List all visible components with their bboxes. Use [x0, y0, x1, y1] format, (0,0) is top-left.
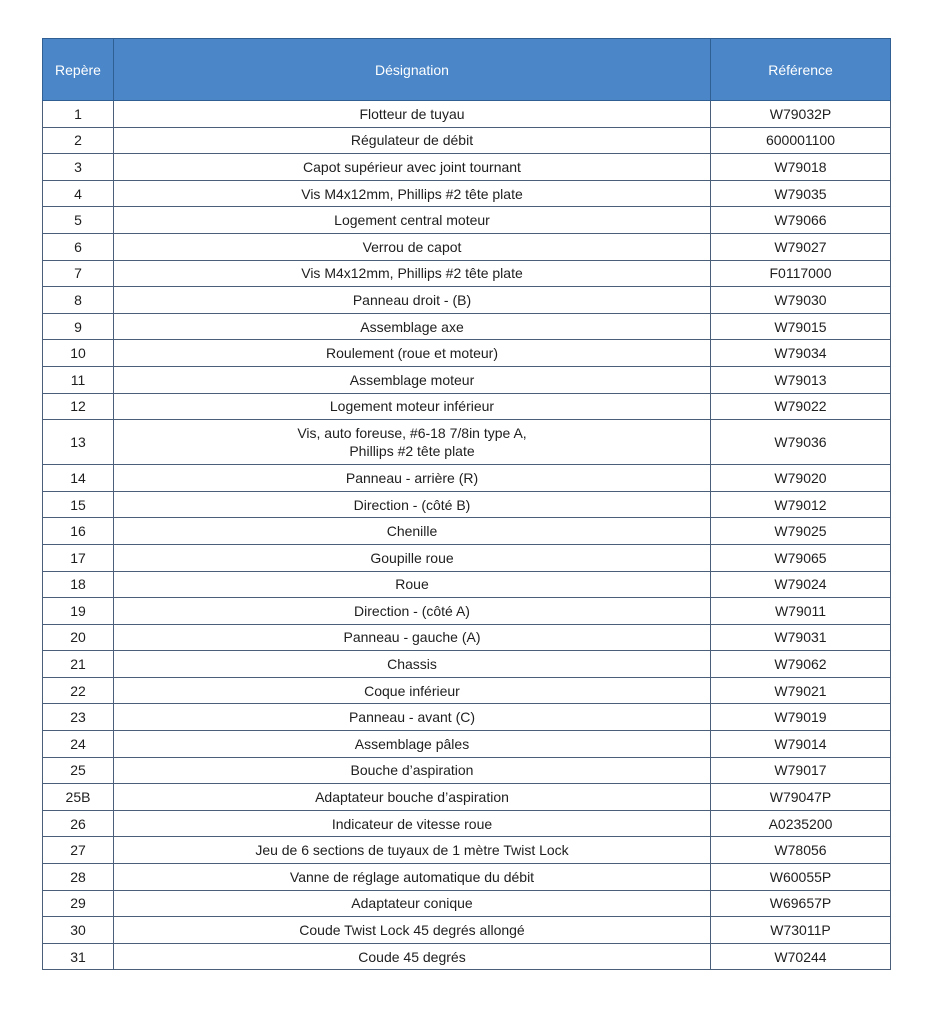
cell-repere: 28	[43, 864, 114, 891]
table-row	[43, 287, 891, 314]
cell-repere: 5	[43, 207, 114, 234]
cell-repere: 20	[43, 624, 114, 651]
cell-reference: W79014	[711, 731, 891, 758]
table-row	[43, 624, 891, 651]
table-row	[43, 420, 891, 465]
cell-designation: Adaptateur conique	[114, 890, 711, 917]
cell-reference: W79047P	[711, 784, 891, 811]
column-header-repere: Repère	[43, 39, 114, 101]
table-row	[43, 598, 891, 625]
cell-designation: Assemblage moteur	[114, 366, 711, 393]
cell-designation: Roue	[114, 571, 711, 598]
cell-reference: W70244	[711, 943, 891, 970]
cell-designation: Panneau - gauche (A)	[114, 624, 711, 651]
cell-reference: W79025	[711, 518, 891, 545]
table-row	[43, 837, 891, 864]
table-row	[43, 313, 891, 340]
cell-designation: Vanne de réglage automatique du débit	[114, 864, 711, 891]
table-body	[43, 101, 891, 970]
table-row	[43, 890, 891, 917]
cell-reference: W79017	[711, 757, 891, 784]
cell-repere: 14	[43, 465, 114, 492]
table-row	[43, 571, 891, 598]
cell-designation: Régulateur de débit	[114, 127, 711, 154]
cell-repere: 25	[43, 757, 114, 784]
cell-repere: 17	[43, 544, 114, 571]
cell-repere: 7	[43, 260, 114, 287]
cell-repere: 8	[43, 287, 114, 314]
header-row	[43, 39, 891, 101]
cell-reference: W60055P	[711, 864, 891, 891]
cell-reference: W79032P	[711, 101, 891, 128]
designation-line-1: Vis, auto foreuse, #6-18 7/8in type A,	[297, 425, 527, 442]
cell-repere: 16	[43, 518, 114, 545]
cell-reference: 600001100	[711, 127, 891, 154]
table-row	[43, 101, 891, 128]
cell-repere: 31	[43, 943, 114, 970]
cell-reference: W79024	[711, 571, 891, 598]
cell-designation: Direction - (côté A)	[114, 598, 711, 625]
cell-repere: 10	[43, 340, 114, 367]
parts-table	[42, 38, 891, 970]
table-row	[43, 731, 891, 758]
table-row	[43, 864, 891, 891]
cell-designation: Logement central moteur	[114, 207, 711, 234]
cell-reference: W79062	[711, 651, 891, 678]
cell-reference: W79011	[711, 598, 891, 625]
table-row	[43, 544, 891, 571]
cell-designation: Panneau - avant (C)	[114, 704, 711, 731]
table-row	[43, 943, 891, 970]
cell-designation: Chassis	[114, 651, 711, 678]
cell-reference: W79066	[711, 207, 891, 234]
cell-reference: W78056	[711, 837, 891, 864]
table-row	[43, 491, 891, 518]
cell-reference: W79031	[711, 624, 891, 651]
cell-designation	[114, 420, 711, 465]
table-row	[43, 207, 891, 234]
cell-repere: 11	[43, 366, 114, 393]
cell-designation: Assemblage pâles	[114, 731, 711, 758]
cell-repere: 3	[43, 154, 114, 181]
cell-reference: W79018	[711, 154, 891, 181]
cell-reference: W79022	[711, 393, 891, 420]
table-row	[43, 260, 891, 287]
cell-reference: W79019	[711, 704, 891, 731]
cell-designation: Assemblage axe	[114, 313, 711, 340]
cell-designation: Coque inférieur	[114, 677, 711, 704]
cell-repere: 4	[43, 180, 114, 207]
table-row	[43, 340, 891, 367]
cell-designation: Vis M4x12mm, Phillips #2 tête plate	[114, 180, 711, 207]
cell-designation: Logement moteur inférieur	[114, 393, 711, 420]
cell-designation: Direction - (côté B)	[114, 491, 711, 518]
cell-repere: 15	[43, 491, 114, 518]
table-row	[43, 127, 891, 154]
cell-designation: Roulement (roue et moteur)	[114, 340, 711, 367]
table-row	[43, 180, 891, 207]
column-header-reference: Référence	[711, 39, 891, 101]
cell-reference: W79065	[711, 544, 891, 571]
designation-line-2: Phillips #2 tête plate	[349, 443, 475, 460]
cell-reference: W79027	[711, 233, 891, 260]
table-row	[43, 704, 891, 731]
cell-repere: 24	[43, 731, 114, 758]
column-header-designation: Désignation	[114, 39, 711, 101]
cell-repere: 12	[43, 393, 114, 420]
table-row	[43, 393, 891, 420]
table-row	[43, 784, 891, 811]
table-row	[43, 677, 891, 704]
cell-repere: 29	[43, 890, 114, 917]
cell-reference: W79036	[711, 420, 891, 465]
cell-reference: W79015	[711, 313, 891, 340]
table-row	[43, 154, 891, 181]
cell-repere: 9	[43, 313, 114, 340]
cell-reference: W69657P	[711, 890, 891, 917]
cell-repere: 25B	[43, 784, 114, 811]
cell-reference: W79035	[711, 180, 891, 207]
cell-reference: F0117000	[711, 260, 891, 287]
cell-repere: 1	[43, 101, 114, 128]
table-row	[43, 917, 891, 944]
cell-designation: Panneau - arrière (R)	[114, 465, 711, 492]
cell-designation: Panneau droit - (B)	[114, 287, 711, 314]
cell-designation: Bouche d’aspiration	[114, 757, 711, 784]
cell-reference: A0235200	[711, 810, 891, 837]
table-row	[43, 233, 891, 260]
cell-reference: W79034	[711, 340, 891, 367]
table-row	[43, 366, 891, 393]
table-header	[43, 39, 891, 101]
parts-list-page	[42, 38, 890, 970]
cell-designation: Goupille roue	[114, 544, 711, 571]
cell-repere: 27	[43, 837, 114, 864]
cell-designation: Coude 45 degrés	[114, 943, 711, 970]
table-row	[43, 810, 891, 837]
cell-designation: Verrou de capot	[114, 233, 711, 260]
table-row	[43, 651, 891, 678]
cell-reference: W79030	[711, 287, 891, 314]
cell-designation: Indicateur de vitesse roue	[114, 810, 711, 837]
table-row	[43, 518, 891, 545]
cell-designation: Coude Twist Lock 45 degrés allongé	[114, 917, 711, 944]
cell-repere: 13	[43, 420, 114, 465]
cell-repere: 21	[43, 651, 114, 678]
cell-reference: W73011P	[711, 917, 891, 944]
cell-reference: W79012	[711, 491, 891, 518]
cell-designation: Jeu de 6 sections de tuyaux de 1 mètre Twist Lock	[114, 837, 711, 864]
cell-designation: Capot supérieur avec joint tournant	[114, 154, 711, 181]
table-row	[43, 465, 891, 492]
cell-repere: 23	[43, 704, 114, 731]
cell-repere: 6	[43, 233, 114, 260]
cell-repere: 22	[43, 677, 114, 704]
table-row	[43, 757, 891, 784]
cell-designation: Adaptateur bouche d’aspiration	[114, 784, 711, 811]
cell-repere: 2	[43, 127, 114, 154]
cell-repere: 26	[43, 810, 114, 837]
cell-repere: 18	[43, 571, 114, 598]
cell-repere: 19	[43, 598, 114, 625]
cell-reference: W79021	[711, 677, 891, 704]
cell-designation: Vis M4x12mm, Phillips #2 tête plate	[114, 260, 711, 287]
cell-designation: Chenille	[114, 518, 711, 545]
cell-reference: W79013	[711, 366, 891, 393]
cell-designation: Flotteur de tuyau	[114, 101, 711, 128]
cell-repere: 30	[43, 917, 114, 944]
cell-reference: W79020	[711, 465, 891, 492]
